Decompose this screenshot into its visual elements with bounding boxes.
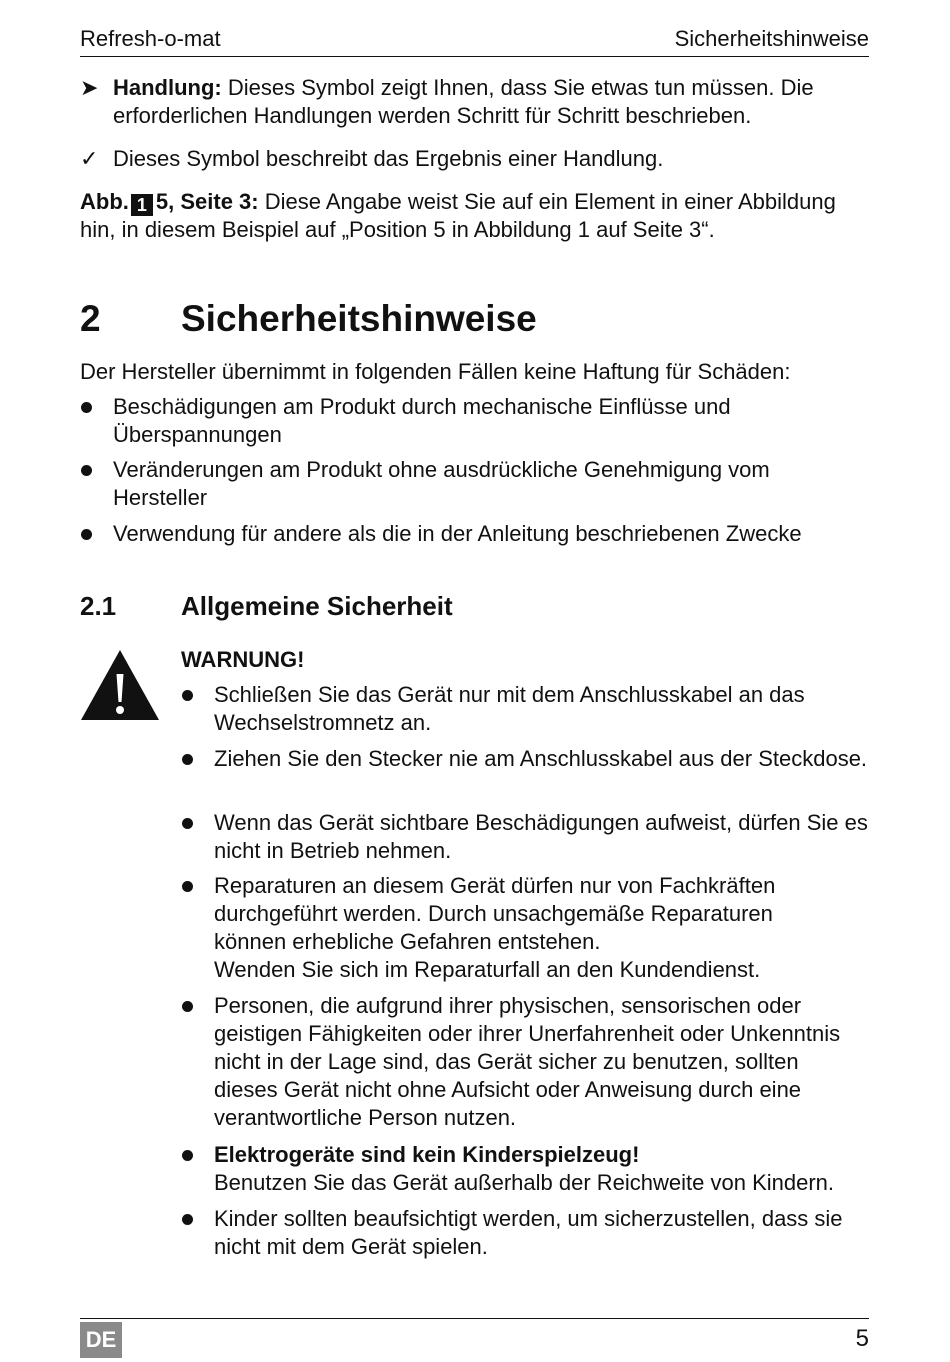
- warning-title: WARNUNG!: [181, 647, 305, 672]
- check-icon: ✓: [80, 146, 99, 171]
- warning-item: Elektrogeräte sind kein Kinderspielzeug! Benutzen Sie das Gerät außerhalb der Reichweite von Kindern.: [181, 1141, 869, 1197]
- fig-label-a: Abb.: [80, 189, 129, 214]
- warning-extra: Benutzen Sie das Gerät außerhalb der Reichweite von Kindern.: [214, 1170, 835, 1195]
- figure-reference-explanation: [80, 188, 862, 244]
- page: [80, 0, 869, 1362]
- section-title: Sicherheitshinweise: [181, 298, 537, 339]
- bullet-icon: [182, 1150, 193, 1161]
- subsection-number: 2.1: [80, 591, 117, 621]
- action-text: Dieses Symbol zeigt Ihnen, dass Sie etwas tun müssen. Die erforderlichen Handlungen werden Schritt für Schritt beschrieben.: [113, 75, 814, 128]
- bullet-icon: [81, 402, 92, 413]
- fig-text: Diese Angabe weist Sie auf ein Element in einer Abbildung hin, in diesem Beispiel auf „Position 5 in Abbildung 1 auf Seite 3“.: [80, 189, 836, 242]
- action-explanation: [80, 74, 869, 130]
- bullet-icon: [182, 690, 193, 701]
- result-explanation: [80, 145, 869, 173]
- language-badge: DE: [80, 1322, 122, 1358]
- bullet-icon: [81, 465, 92, 476]
- warning-extra: Wenden Sie sich im Reparaturfall an den Kundendienst.: [214, 957, 761, 982]
- bullet-icon: [182, 754, 193, 765]
- fig-label-b: 5, Seite 3:: [155, 189, 259, 214]
- footer-rule: [80, 1318, 869, 1319]
- arrow-right-icon: ➤: [80, 75, 99, 100]
- warning-item: Ziehen Sie den Stecker nie am Anschlusskabel aus der Steckdose.: [181, 745, 869, 773]
- warning-item: Personen, die aufgrund ihrer physischen, sensorischen oder geistigen Fähigkeiten oder ihrer Unerfahrenheit oder Unkenntnis nicht in der Lage sind, das Gerät sicher zu benutzen, sollten dieses Gerät nicht ohne Aufsicht oder Anweisung durch eine verantwortliche Person nutzen.: [181, 992, 851, 1132]
- figure-number-box: 1: [131, 194, 153, 216]
- action-label: Handlung:: [113, 75, 222, 100]
- result-text: Dieses Symbol beschreibt das Ergebnis einer Handlung.: [113, 146, 664, 171]
- warning-item: Wenn das Gerät sichtbare Beschädigungen aufweist, dürfen Sie es nicht in Betrieb nehmen.: [181, 809, 869, 865]
- bullet-icon: [81, 529, 92, 540]
- page-number: 5: [855, 1325, 869, 1352]
- list-item: Verwendung für andere als die in der Anleitung beschriebenen Zwecke: [80, 520, 869, 548]
- bullet-icon: [182, 1214, 193, 1225]
- list-item: Beschädigungen am Produkt durch mechanische Einflüsse und Überspannungen: [80, 393, 850, 449]
- section-number: 2: [80, 298, 101, 339]
- header-product: Refresh-o-mat: [80, 26, 221, 51]
- warning-item: Kinder sollten beaufsichtigt werden, um sicherzustellen, dass sie nicht mit dem Gerät spielen.: [181, 1205, 869, 1261]
- liability-lead: Der Hersteller übernimmt in folgenden Fällen keine Haftung für Schäden:: [80, 359, 791, 384]
- list-item: Veränderungen am Produkt ohne ausdrückliche Genehmigung vom Hersteller: [80, 456, 840, 512]
- warning-triangle-icon: [80, 648, 160, 722]
- bullet-icon: [182, 818, 193, 829]
- bullet-icon: [182, 1001, 193, 1012]
- subsection-title: Allgemeine Sicherheit: [181, 591, 453, 621]
- running-header: [80, 22, 869, 57]
- bullet-icon: [182, 881, 193, 892]
- warning-item: Reparaturen an diesem Gerät dürfen nur von Fachkräften durchgeführt werden. Durch unsachgemäße Reparaturen können erhebliche Gefahren entstehen. Wenden Sie sich im Reparaturfall an den Kundendienst.: [181, 872, 851, 984]
- warning-item: Schließen Sie das Gerät nur mit dem Anschlusskabel an das Wechselstromnetz an.: [181, 681, 869, 737]
- header-chapter: Sicherheitshinweise: [674, 26, 869, 51]
